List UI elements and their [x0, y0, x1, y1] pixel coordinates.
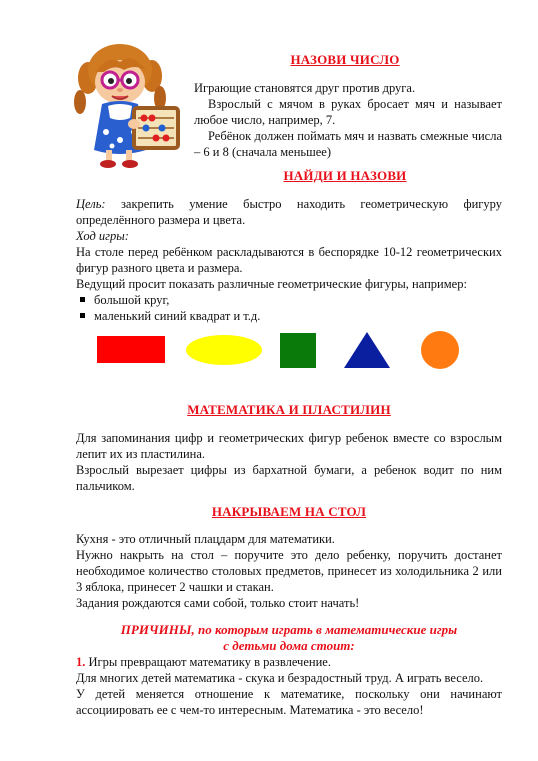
- heading-setting-the-table: НАКРЫВАЕМ НА СТОЛ: [211, 504, 367, 519]
- blue-triangle: [344, 332, 390, 368]
- s4-paragraph-1: Кухня - это отличный плацдарм для математики.: [76, 532, 335, 546]
- yellow-ellipse: [186, 335, 262, 365]
- shape-examples-list: [76, 292, 476, 324]
- red-rectangle: [97, 336, 165, 363]
- girl-with-abacus-illustration: [68, 40, 186, 170]
- heading-find-and-name: НАЙДИ И НАЗОВИ: [283, 168, 407, 183]
- s3-paragraph-1: Для запоминания цифр и геометрических фигур ребенок вместе со взрослым лепит их из пластилина.: [76, 431, 502, 461]
- reason-number: 1.: [76, 655, 86, 669]
- goal-text: закрепить умение быстро находить геометрическую фигуру определённого размера и цвета.: [76, 197, 502, 227]
- reason-text: Игры превращают математику в развлечение.: [85, 655, 331, 669]
- geometric-shapes: [90, 328, 470, 378]
- s2-course-text: На столе перед ребёнком раскладываются в беспорядке 10-12 геометрических фигур разного цвета и размера.: [76, 245, 502, 275]
- s1-paragraph-1: Играющие становятся друг против друга.: [194, 81, 416, 95]
- heading-math-and-plasticine: МАТЕМАТИКА И ПЛАСТИЛИН: [187, 402, 391, 417]
- s1-paragraph-3: Ребёнок должен поймать мяч и назвать смежные числа – 6 и 8 (сначала меньшее): [194, 129, 502, 159]
- reason-item-1: [76, 654, 502, 670]
- s2-lead: Ведущий просит показать различные геометрические фигуры, например:: [76, 277, 467, 291]
- reasons-title-line-2: с детьми дома стоит:: [223, 638, 355, 653]
- s5-paragraph-3: У детей меняется отношение к математике, поскольку они начинают ассоциировать ее с чем-то интересным. Математика - это весело!: [76, 687, 502, 717]
- s3-paragraph-2: Взрослый вырезает цифры из бархатной бумаги, а ребенок водит по ним пальчиком.: [76, 463, 502, 493]
- reasons-title-line-1: ПРИЧИНЫ, по которым играть в математические игры: [120, 622, 458, 637]
- orange-circle: [421, 331, 459, 369]
- s2-goal: [76, 196, 502, 228]
- list-item: маленький синий квадрат и т.д.: [76, 308, 476, 324]
- course-label: Ход игры:: [76, 229, 129, 243]
- s1-paragraph-2: Взрослый с мячом в руках бросает мяч и называет любое число, например, 7.: [194, 97, 502, 127]
- goal-label: Цель:: [76, 197, 106, 211]
- s5-paragraph-2: Для многих детей математика - скука и безрадостный труд. А играть весело.: [76, 671, 484, 685]
- green-square: [280, 333, 316, 368]
- s4-paragraph-2: Нужно накрыть на стол – поручите это дело ребенку, поручить достанет необходимое количество столовых предметов, принесет из холодильника 2 или 3 яблока, принесет 2 чашки и стакан.: [76, 548, 502, 594]
- list-item: большой круг,: [76, 292, 476, 308]
- s4-paragraph-3: Задания рождаются сами собой, только стоит начать!: [76, 596, 360, 610]
- s2-course-label: [76, 228, 502, 244]
- heading-name-the-number: НАЗОВИ ЧИСЛО: [290, 52, 400, 67]
